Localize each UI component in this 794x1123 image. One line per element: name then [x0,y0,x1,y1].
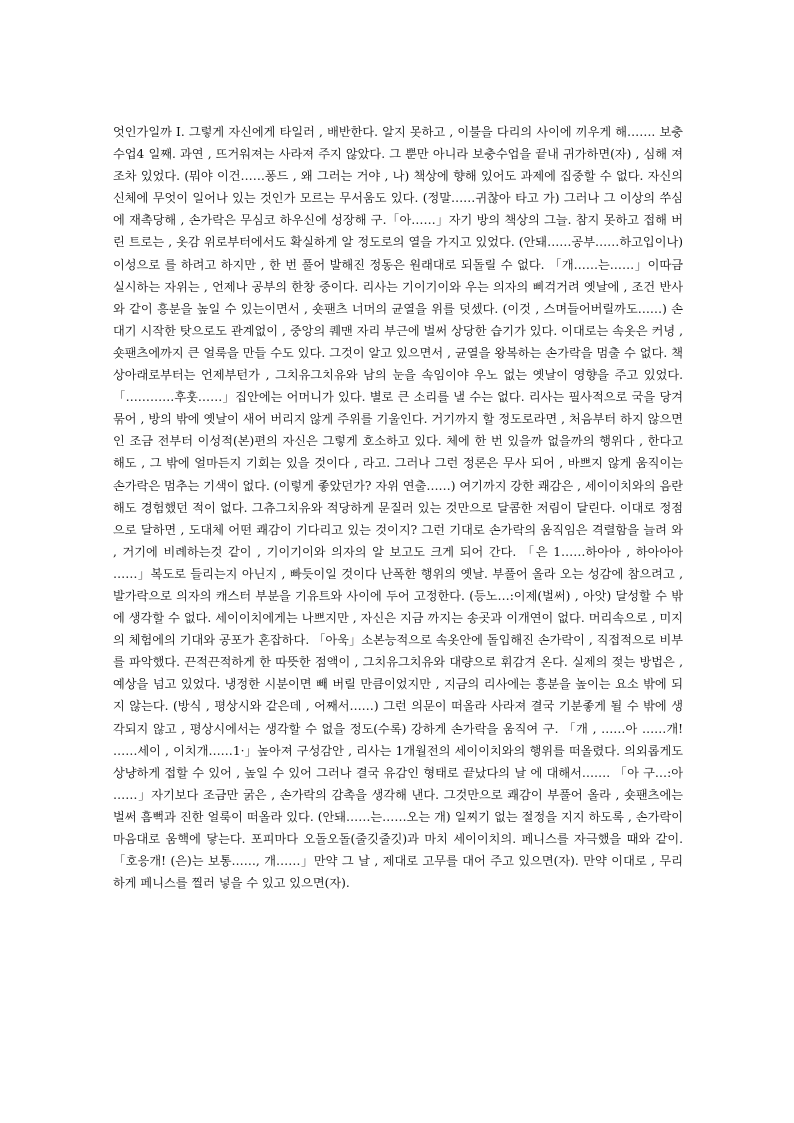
body-paragraph: 엇인가일까 I. 그렇게 자신에게 타일러 , 배반한다. 알지 못하고 , 이불을 다리의 사이에 끼우게 해……. 보충수업4 일째. 과연 , 뜨거워져는 사라져 주지 않았다. 그 뿐만 아니라 보충수업을 끝내 귀가하면(자) , 심해 져 조차 있었다. (뭐야 이건……퐁드 , 왜 그러는 거야 , 나) 책상에 향해 있어도 과제에 집중할 수 없다. 자신의 신체에 무엇이 일어나 있는 것인가 모르는 무서움도 있다. (정말……귀찮아 타고 가) 그러나 그 이상의 쑤심에 재촉당해 , 손가락은 무심코 하우신에 성장해 구.「아……」자기 방의 책상의 그늘. 참지 못하고 접해 버린 트로는 , 옷감 위로부터에서도 확실하게 알 정도로의 열을 가지고 있었다. (안돼……공부……하고입이나) 이성으로 를 하려고 하지만 , 한 번 풀어 발해진 정동은 원래대로 되돌릴 수 없다. 「개……는……」이따금 실시하는 자위는 , 언제나 공부의 한창 중이다. 리사는 기이기이와 우는 의자의 삐걱거려 옛날에 , 조건 반사와 같이 흥분을 높일 수 있는이면서 , 숏팬츠 너머의 균열을 위를 덧셌다. (이것 , 스며들어버릴까도……) 손대기 시작한 탓으로도 관계없이 , 중앙의 퀘맨 자리 부근에 벌써 상당한 습기가 있다. 이대로는 속옷은 커녕 , 숏팬츠에까지 큰 얼룩을 만들 수도 있다. 그것이 알고 있으면서 , 균열을 왕복하는 손가락을 멈출 수 없다. 책상아래로부터는 언제부턴가 , 그치유그치유와 남의 눈을 속임이야 우노 없는 옛날이 영향을 주고 있었다. 「…………후훗……」집안에는 어머니가 있다. 별로 큰 소리를 낼 수는 없다. 리사는 필사적으로 국을 당겨 묶어 , 방의 밖에 옛날이 새어 버리지 않게 주위를 기울인다. 거기까지 할 정도로라면 , 처음부터 하지 않으면 인 조금 전부터 이성적(본)편의 자신은 그렇게 호소하고 있다. 체에 한 번 있을까 없을까의 행위다 , 한다고 해도 , 그 밖에 얼마든지 기회는 있을 것이다 , 라고. 그러나 그런 정론은 무사 되어 , 바쁘지 않게 움직이는 손가락은 멈추는 기색이 없다. (이렇게 좋았던가? 자위 연출……) 여기까지 강한 쾌감은 , 세이이치와의 음란해도 경험했던 적이 없다. 그츄그치유와 적당하게 문질러 있는 것만으로 달콤한 저림이 달린다. 이대로 정점으로 달하면 , 도대체 어떤 쾌감이 기다리고 있는 것이지? 그런 기대로 손가락의 움직임은 격렬함을 늘려 와 , 거기에 비례하는것 같이 , 기이기이와 의자의 알 보고도 크게 되어 간다. 「은 1……하아아 , 하아아아 ……」복도로 들리는지 아닌지 , 빠듯이일 것이다 난폭한 행위의 옛날. 부풀어 올라 오는 성감에 참으려고 , 발가락으로 의자의 캐스터 부분을 기유트와 사이에 두어 고정한다. (등노…:이제(벌써) , 아앗) 달성할 수 밖에 생각할 수 없다. 세이이치에게는 나쁘지만 , 자신은 지금 까지는 송곳과 이개연이 없다. 머리속으로 , 미지의 체험에의 기대와 공포가 혼잡하다. 「아욱」소본능적으로 속옷안에 돌입해진 손가락이 , 직접적으로 비부를 파악했다. 끈적끈적하게 한 따뜻한 점액이 , 그치유그치유와 대량으로 휘감겨 온다. 실제의 젖는 방법은 , 예상을 넘고 있었다. 냉정한 시분이면 빼 버릴 만큼이었지만 , 지금의 리사에는 흥분을 높이는 요소 밖에 되지 않는다. (방식 , 평상시와 같은데 , 어째서……) 그런 의문이 떠올라 사라져 결국 기분좋게 될 수 밖에 생각되지 않고 , 평상시에서는 생각할 수 없을 정도(수록) 강하게 손가락을 움직여 구. 「개 , ……아 ……개! ……세이 , 이치개……1·」높아져 구성감안 , 리사는 1개월전의 세이이치와의 행위를 떠올렸다. 의외롭게도 상냥하게 접할 수 있어 , 높일 수 있어 그러나 결국 유감인 형태로 끝났다의 날 에 대해서……. 「아 구…:아 ……」자기보다 조금만 굵은 , 손가락의 감촉을 생각해 낸다. 그것만으로 쾌감이 부풀어 올라 , 숏팬츠에는 벌써 흠뻑과 진한 얼룩이 떠올라 있다. (안돼……는……오는 개) 일찌기 없는 절정을 지지 하도록 , 손가락이 마음대로 움핵에 닿는다. 포피마다 오돌오돌(줄깃줄깃)과 마치 세이이치의. 페니스를 자극했을 때와 같이. 「호응개! (은)는 보통……, 개……」만약 그 날 , 제대로 고무를 대어 주고 있으면(자). 만약 이대로 , 무리하게 페니스를 찔러 넣을 수 있고 있으면(자). [113,125,683,891]
